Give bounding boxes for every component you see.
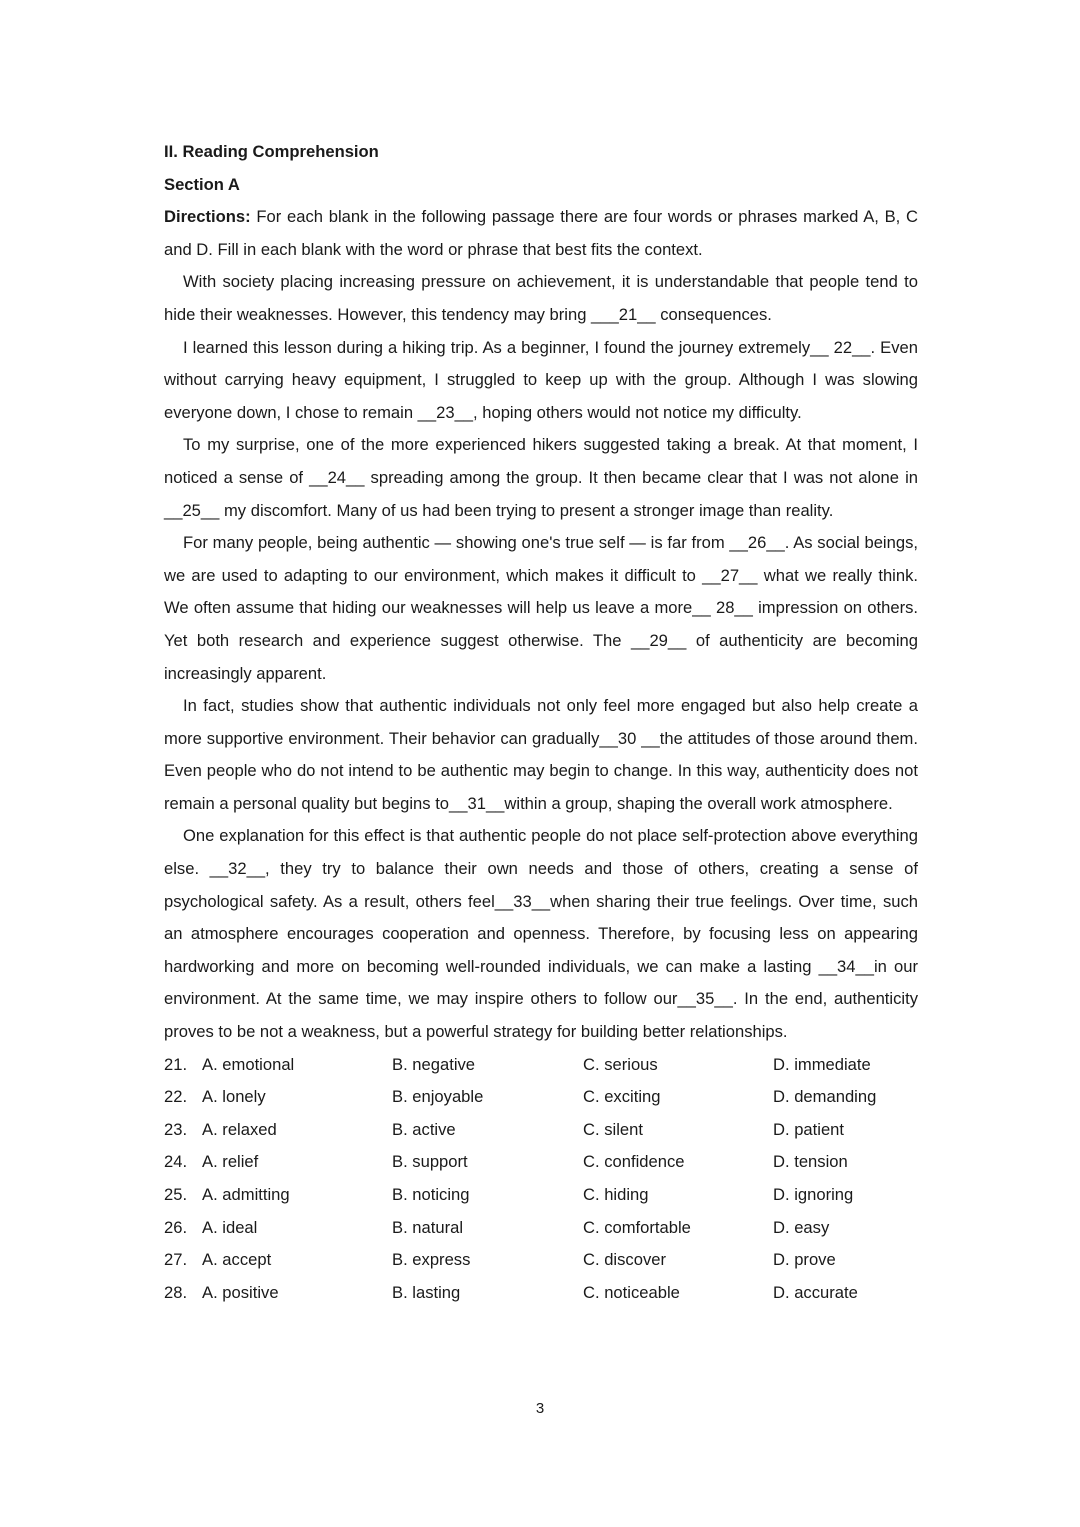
question-number: 25. (164, 1185, 188, 1204)
option-b: B. active (392, 1119, 456, 1139)
option-a: A. positive (202, 1282, 279, 1302)
question-number: 21. (164, 1054, 188, 1074)
question-number: 28. (164, 1282, 188, 1302)
option-c: C. confidence (583, 1152, 685, 1172)
option-row (164, 1114, 918, 1147)
option-b: B. natural (392, 1217, 464, 1237)
passage-paragraph-5: In fact, studies show that authentic individuals not only feel more engaged but also help create a more supportive environment. Their behavior can gradually__30 __the attitudes of those around them. Even people who do not intend to be authentic may begin to change. In this way, authenticity does not remain a personal quality but begins to__31__within a group, shaping the overall work atmosphere. (164, 696, 918, 813)
option-d: D. immediate (773, 1054, 871, 1074)
passage-paragraph-2: I learned this lesson during a hiking trip. As a beginner, I found the journey extremely__ 22__. Even without carrying heavy equipment, I struggled to keep up with the group. Although I was slowing everyone down, I chose to remain __23__, hoping others would not notice my difficulty. (164, 337, 918, 422)
option-b: B. enjoyable (392, 1087, 484, 1107)
option-row (164, 1244, 918, 1277)
option-row (164, 1081, 918, 1114)
option-a: A. admitting (202, 1185, 290, 1204)
passage-paragraph-4: For many people, being authentic — showing one's true self — is far from __26__. As social beings, we are used to adapting to our environment, which makes it difficult to __27__ what we really think. We often assume that hiding our weaknesses will help us leave a more__ 28__ impression on others. Yet both research and experience suggest otherwise. The __29__ of authenticity are becoming increasingly apparent. (164, 533, 918, 683)
answer-options-list (164, 1049, 918, 1310)
option-a: A. lonely (202, 1087, 266, 1107)
option-a: A. emotional (202, 1054, 295, 1074)
question-number: 27. (164, 1250, 188, 1270)
option-a: A. accept (202, 1250, 272, 1270)
option-b: B. lasting (392, 1282, 461, 1302)
question-number: 22. (164, 1087, 188, 1107)
option-d: D. tension (773, 1152, 848, 1172)
option-c: C. serious (583, 1054, 658, 1074)
option-row (164, 1146, 918, 1179)
option-a: A. ideal (202, 1217, 258, 1237)
directions-label: Directions: (164, 207, 251, 227)
question-number: 23. (164, 1119, 188, 1139)
option-c: C. discover (583, 1250, 666, 1270)
question-number: 26. (164, 1217, 188, 1237)
option-b: B. support (392, 1152, 468, 1172)
option-a: A. relaxed (202, 1119, 277, 1139)
passage-paragraph-6: One explanation for this effect is that authentic people do not place self-protection above everything else. __32__, they try to balance their own needs and those of others, creating a sense of psychological safety. As a result, others feel__33__when sharing their true feelings. Over time, such an atmosphere encourages cooperation and openness. Therefore, by focusing less on appearing hardworking and more on becoming well-rounded individuals, we can make a lasting __34__in our environment. At the same time, we may inspire others to follow our__35__. In the end, authenticity proves to be not a weakness, but a powerful strategy for building better relationships. (164, 826, 918, 1042)
option-row (164, 1277, 918, 1310)
option-d: D. accurate (773, 1282, 858, 1302)
option-c: C. hiding (583, 1185, 649, 1204)
option-b: B. express (392, 1250, 471, 1270)
option-c: C. noticeable (583, 1282, 680, 1302)
question-number: 24. (164, 1152, 188, 1172)
passage-paragraph-1: With society placing increasing pressure on achievement, it is understandable that people tend to hide their weaknesses. However, this tendency may bring ___21__ consequences. (164, 272, 918, 324)
option-row (164, 1049, 918, 1082)
option-d: D. prove (773, 1250, 836, 1270)
option-a: A. relief (202, 1152, 259, 1172)
option-d: D. easy (773, 1217, 830, 1237)
exam-page-content (164, 136, 918, 1309)
option-row (164, 1212, 918, 1245)
option-c: C. silent (583, 1119, 643, 1139)
option-b: B. noticing (392, 1185, 470, 1204)
option-c: C. exciting (583, 1087, 661, 1107)
passage-paragraph-3: To my surprise, one of the more experienced hikers suggested taking a break. At that moment, I noticed a sense of __24__ spreading among the group. It then became clear that I was not alone in __25__ my discomfort. Many of us had been trying to present a stronger image than reality. (164, 435, 918, 520)
directions-text: For each blank in the following passage there are four words or phrases marked A, B, C and D. Fill in each blank with the word or phrase that best fits the context. (164, 207, 918, 259)
subsection-title: Section A (164, 174, 240, 194)
option-d: D. demanding (773, 1087, 877, 1107)
directions (164, 201, 918, 266)
option-c: C. comfortable (583, 1217, 691, 1237)
option-b: B. negative (392, 1054, 476, 1074)
page-number: 3 (535, 1400, 545, 1417)
option-row (164, 1179, 918, 1212)
section-title: II. Reading Comprehension (164, 142, 379, 161)
option-d: D. patient (773, 1119, 845, 1139)
option-d: D. ignoring (773, 1185, 854, 1204)
